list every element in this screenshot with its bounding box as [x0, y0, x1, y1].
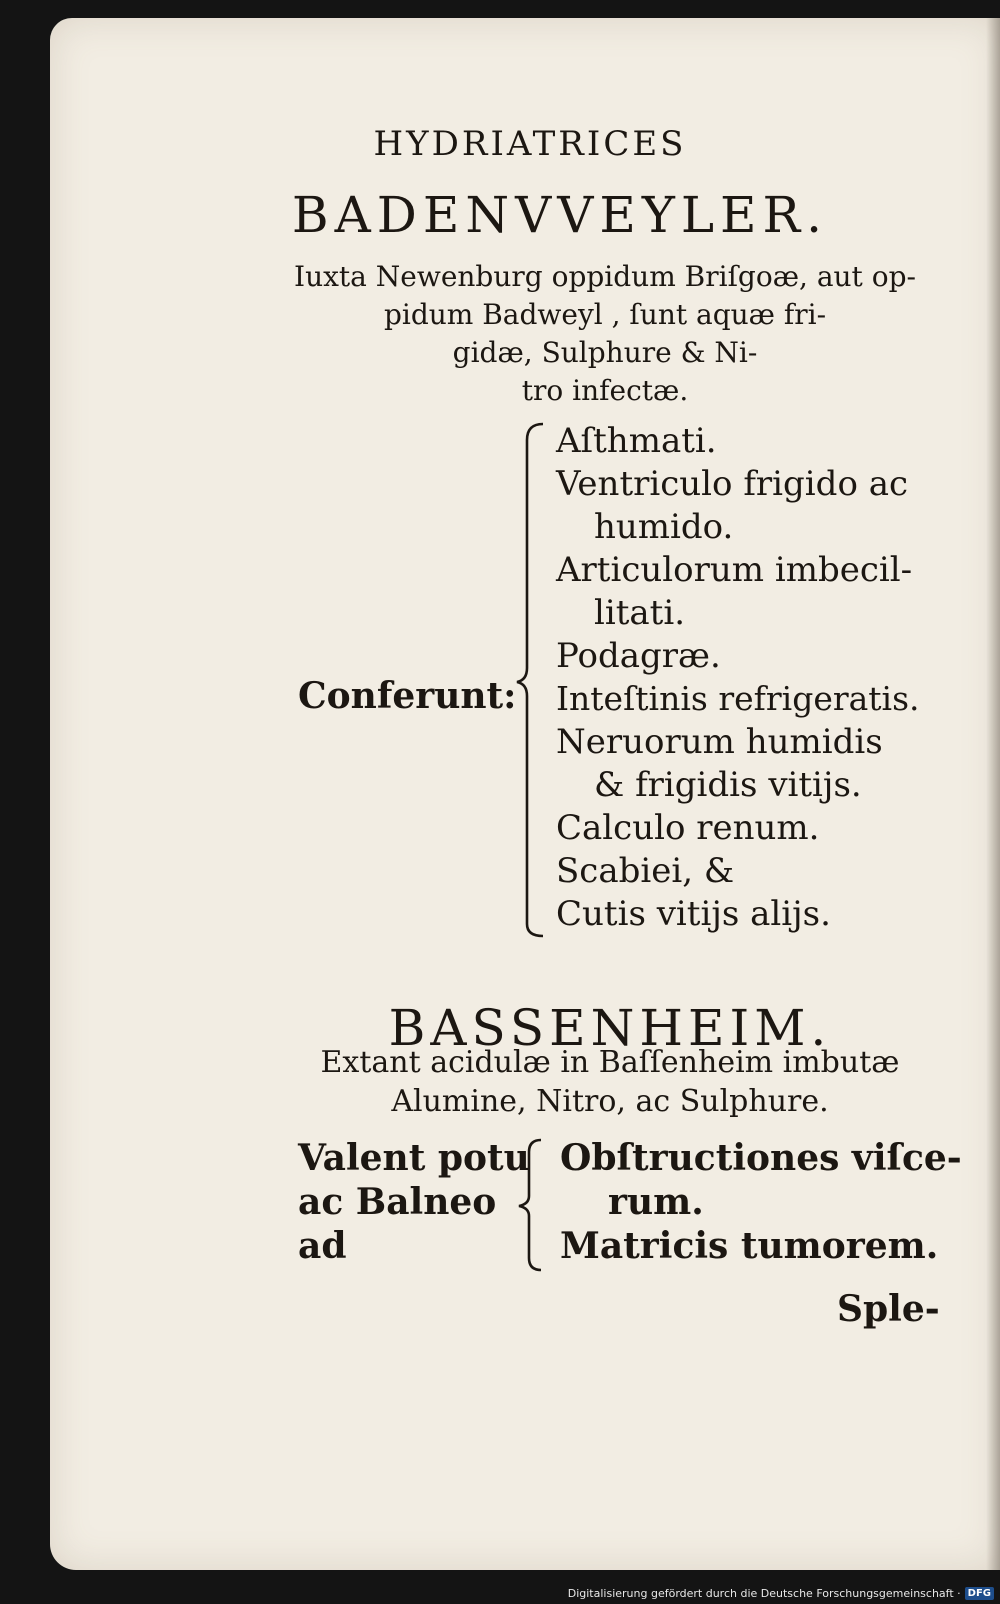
intro-line: pidum Badweyl , ſunt aquæ fri- — [383, 298, 827, 331]
intro-line: Alumine, Nitro, ac Sulphure. — [391, 1084, 829, 1119]
curly-brace-1 — [515, 420, 555, 940]
bracket-item: Scabiei, & — [556, 851, 735, 891]
dfg-logo: DFG — [965, 1587, 994, 1600]
digitization-credit — [568, 1587, 994, 1600]
bracket-item: humido. — [594, 507, 734, 547]
bracket-label-line: ad — [298, 1225, 347, 1267]
bracket-item: Podagræ. — [556, 636, 721, 676]
bracket-label-line: ac Balneo — [298, 1181, 497, 1223]
catchword: Sple- — [837, 1288, 940, 1330]
bracket-label-conferunt: Conferunt: — [298, 675, 517, 717]
bracket-item: Cutis vitijs alijs. — [556, 894, 831, 934]
section-title-badenweyler: BADENVVEYLER. — [291, 186, 829, 244]
section-title-bassenheim: BASSENHEIM. — [388, 999, 832, 1057]
curly-brace-2 — [515, 1136, 555, 1276]
running-head: HYDRIATRICES — [373, 124, 687, 164]
intro-line: gidæ, Sulphure & Ni- — [452, 336, 758, 369]
bracket-label-line: Valent potu — [298, 1137, 530, 1179]
intro-line: Iuxta Newenburg oppidum Briſgoæ, aut op- — [294, 260, 916, 293]
bracket-item: Aſthmati. — [556, 421, 717, 461]
bracket-item: rum. — [608, 1181, 704, 1223]
credit-text: Digitalisierung gefördert durch die Deutsche Forschungsgemeinschaft · — [567, 1587, 961, 1600]
bracket-item: Matricis tumorem. — [560, 1225, 939, 1267]
bracket-item: Articulorum imbecil- — [556, 550, 913, 590]
bracket-item: Inteſtinis refrigeratis. — [556, 679, 920, 718]
intro-line: tro infectæ. — [521, 374, 689, 407]
bracket-item: & frigidis vitijs. — [594, 765, 862, 805]
bracket-item: Ventriculo frigido ac — [556, 464, 909, 504]
bracket-item: Neruorum humidis — [556, 722, 883, 762]
bracket-item: Obſtructiones viſce- — [560, 1137, 962, 1179]
intro-line: Extant acidulæ in Baſſenheim imbutæ — [320, 1045, 900, 1080]
bracket-item: Calculo renum. — [556, 808, 820, 848]
bracket-item: litati. — [594, 593, 686, 633]
